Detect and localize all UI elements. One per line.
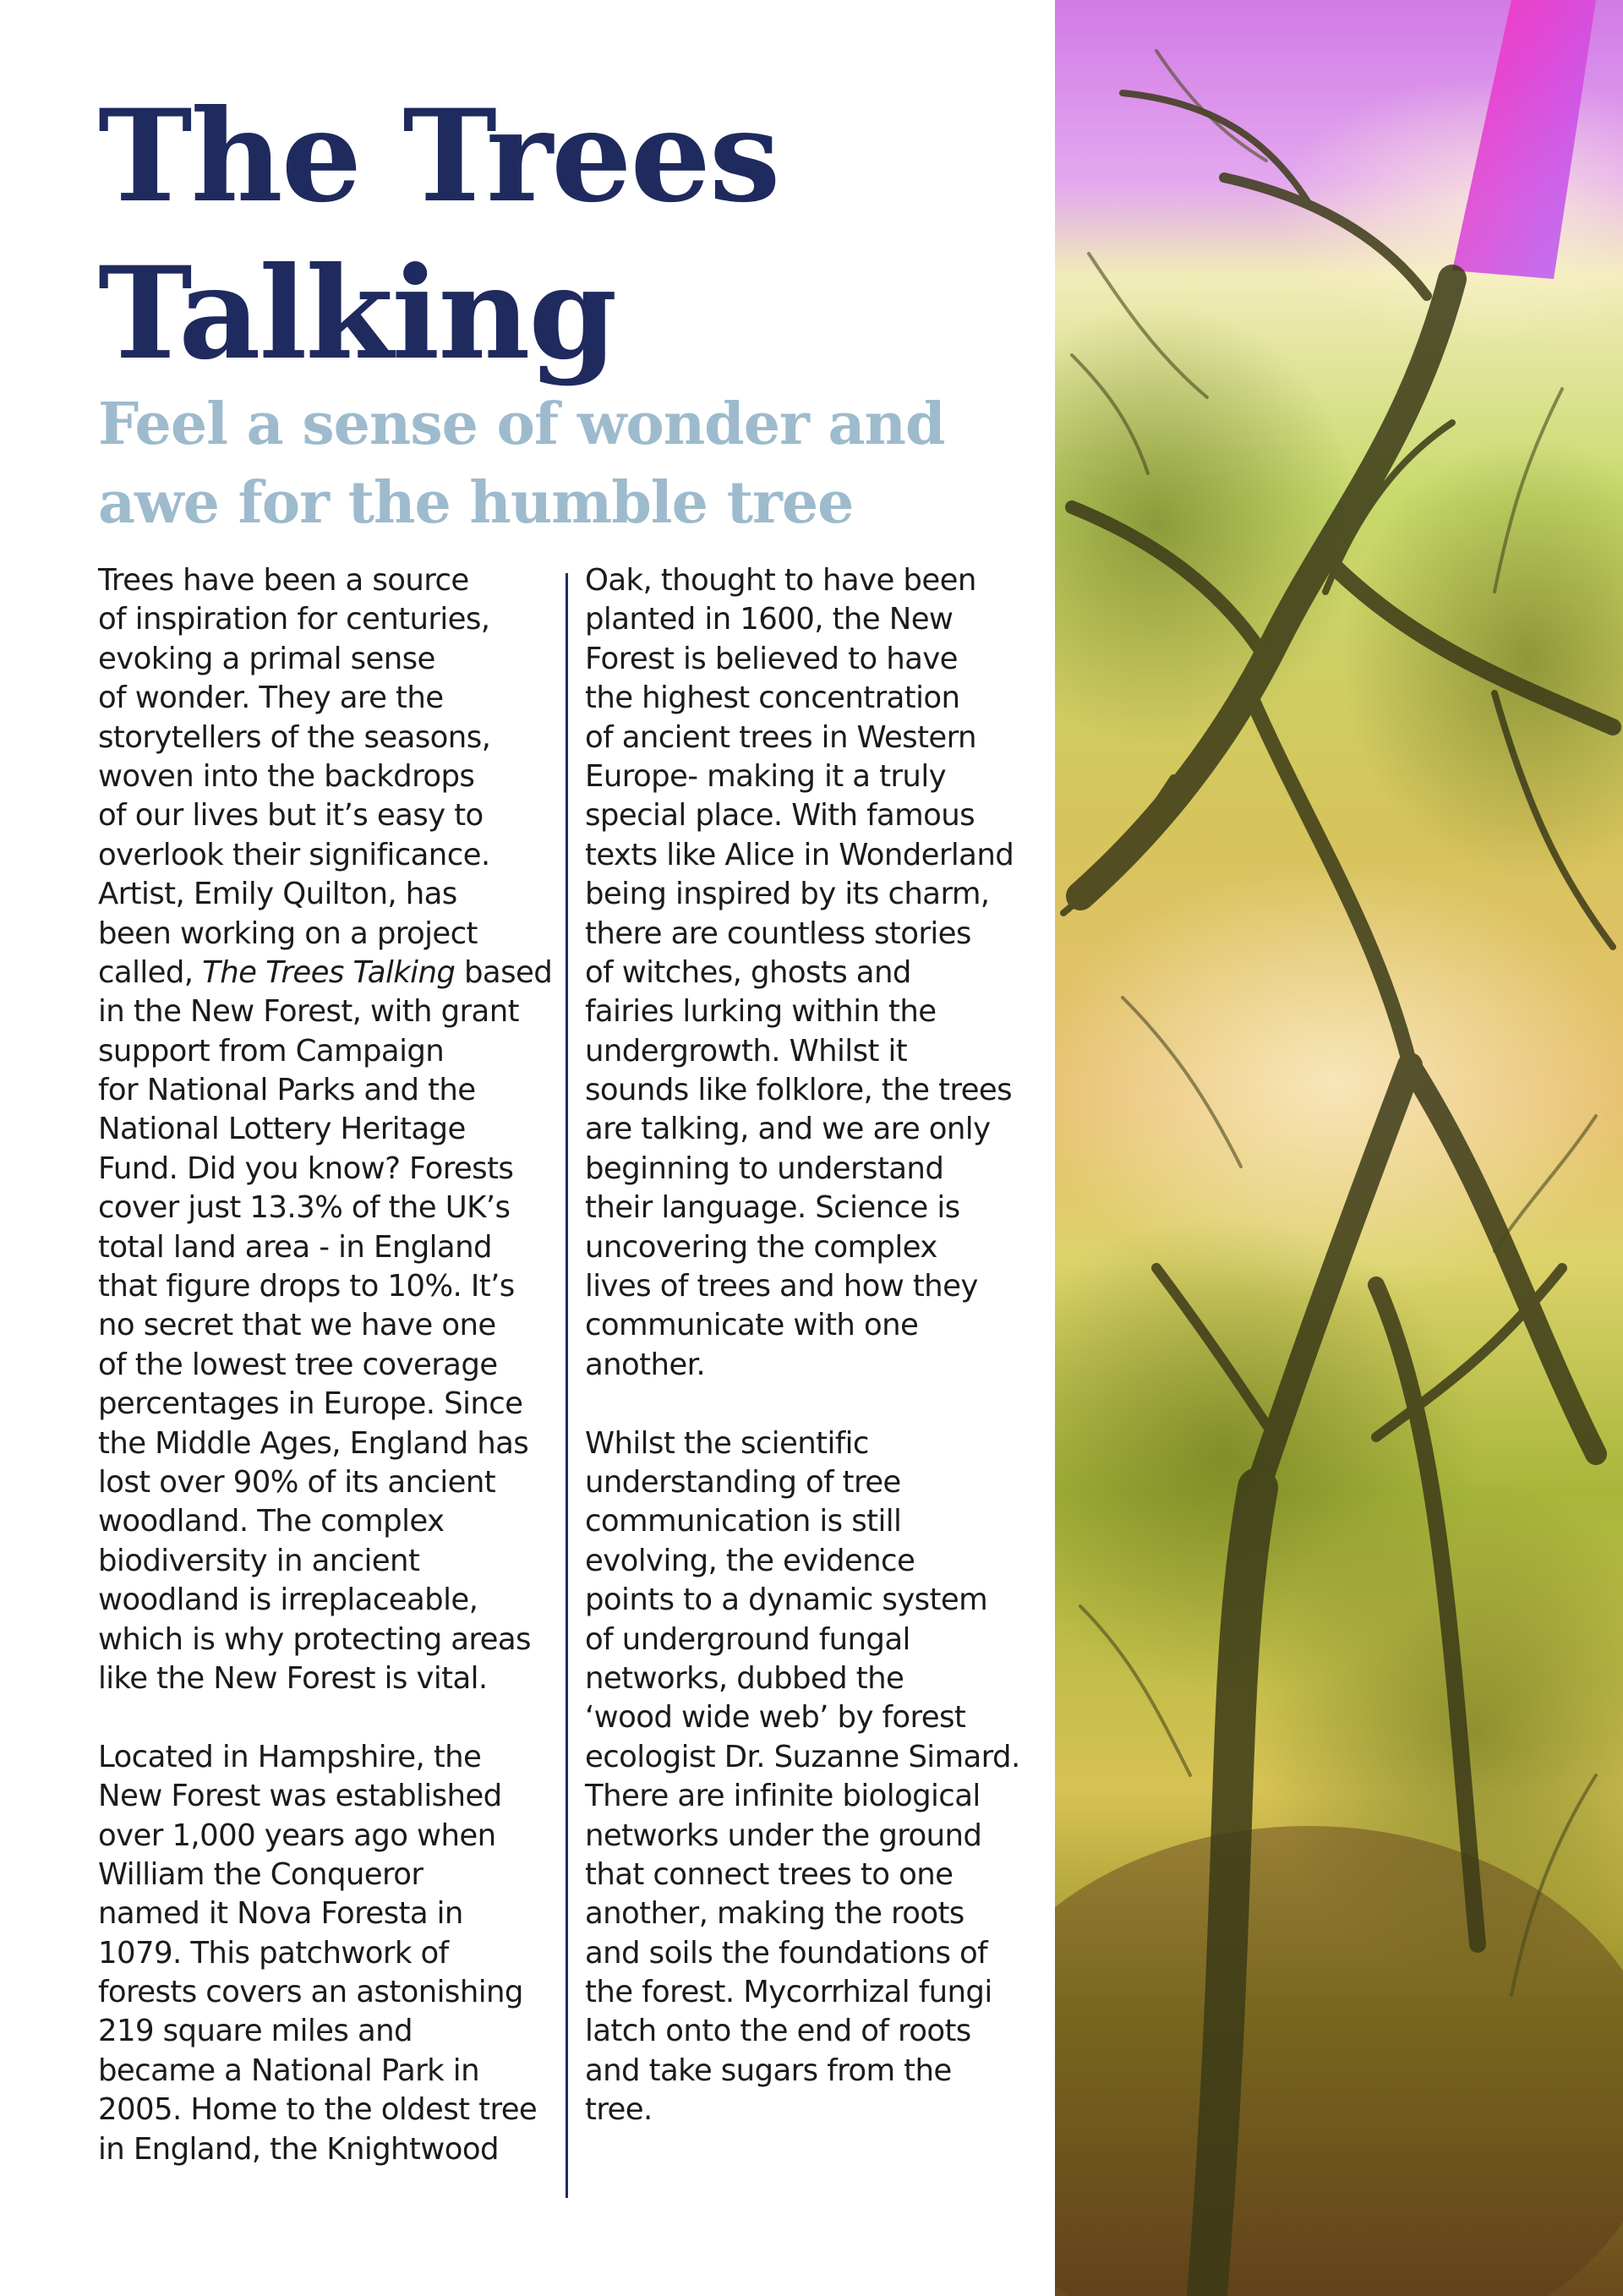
body-line: points to a dynamic system [585, 1583, 988, 1618]
body-line: of inspiration for centuries, [98, 602, 490, 637]
body-line: storytellers of the seasons, [98, 719, 491, 755]
body-line: became a National Park in [98, 2053, 479, 2088]
body-line: evolving, the evidence [585, 1543, 915, 1578]
body-line: woodland is irreplaceable, [98, 1583, 478, 1618]
body-line: that connect trees to one [585, 1856, 954, 1892]
body-line: fairies lurking within the [585, 994, 937, 1030]
body-line: are talking, and we are only [585, 1112, 991, 1147]
body-line: Forest is believed to have [585, 641, 958, 676]
body-line: New Forest was established [98, 1779, 502, 1814]
body-line: the forest. Mycorrhizal fungi [585, 1975, 992, 2010]
body-line: woven into the backdrops [98, 758, 475, 794]
body-line: networks under the ground [585, 1818, 982, 1853]
body-line: like the New Forest is vital. [98, 1660, 488, 1696]
body-line: and take sugars from the [585, 2053, 952, 2088]
body-line: Trees have been a source [98, 563, 469, 598]
body-line: overlook their significance. [98, 837, 490, 872]
body-line: networks, dubbed the [585, 1660, 904, 1696]
body-line: understanding of tree [585, 1464, 901, 1500]
body-line: the Middle Ages, England has [98, 1425, 529, 1461]
body-line: sounds like folklore, the trees [585, 1073, 1012, 1108]
body-line: total land area - in England [98, 1229, 492, 1265]
body-line: of wonder. They are the [98, 681, 444, 716]
body-line: 2005. Home to the oldest tree [98, 2092, 538, 2128]
tree-canopy-illustration [1055, 0, 1623, 2296]
project-title-italic: The Trees Talking [202, 954, 456, 990]
body-line: evoking a primal sense [98, 641, 435, 676]
body-line: communication is still [585, 1504, 902, 1539]
body-line: William the Conqueror [98, 1856, 424, 1892]
body-line: Oak, thought to have been [585, 563, 976, 598]
body-line: forests covers an astonishing [98, 1975, 523, 2010]
tree-canopy-photo [1055, 0, 1623, 2296]
body-line: that figure drops to 10%. It’s [98, 1269, 515, 1304]
subtitle-line-1: Feel a sense of wonder and [98, 391, 945, 458]
body-line: 219 square miles and [98, 2014, 413, 2049]
body-line: which is why protecting areas [98, 1621, 531, 1657]
body-line: cover just 13.3% of the UK’s [98, 1190, 511, 1226]
body-line: 1079. This patchwork of [98, 1935, 449, 1971]
body-line: beginning to understand [585, 1151, 944, 1186]
body-line: There are infinite biological [585, 1779, 981, 1814]
body-line: Artist, Emily Quilton, has [98, 877, 457, 912]
body-column-left [98, 561, 571, 2169]
body-line: of underground fungal [585, 1621, 910, 1657]
body-line: woodland. The complex [98, 1504, 445, 1539]
body-line: support from Campaign [98, 1033, 445, 1069]
body-line: special place. With famous [585, 798, 975, 834]
body-line: texts like Alice in Wonderland [585, 837, 1014, 872]
title-line-2: Talking [98, 239, 616, 388]
paragraph-gap [98, 1698, 571, 1737]
body-line: communicate with one [585, 1308, 919, 1343]
body-line: Located in Hampshire, the [98, 1739, 482, 1774]
subtitle-line-2: awe for the humble tree [98, 469, 854, 537]
body-line: over 1,000 years ago when [98, 1818, 496, 1853]
body-line: biodiversity in ancient [98, 1543, 420, 1578]
body-line: of witches, ghosts and [585, 954, 911, 990]
body-text: based [455, 954, 553, 990]
body-line-mixed [98, 954, 571, 992]
article-title [98, 78, 779, 392]
body-line: of the lowest tree coverage [98, 1347, 498, 1382]
body-line: for National Parks and the [98, 1073, 476, 1108]
body-line: their language. Science is [585, 1190, 960, 1226]
body-line: lost over 90% of its ancient [98, 1464, 496, 1500]
body-line: of ancient trees in Western [585, 719, 976, 755]
body-line: lives of trees and how they [585, 1269, 978, 1304]
body-line: undergrowth. Whilst it [585, 1033, 908, 1069]
body-line: tree. [585, 2092, 653, 2128]
body-line: another. [585, 1347, 706, 1382]
body-line: percentages in Europe. Since [98, 1386, 523, 1422]
body-column-right [585, 561, 1058, 2130]
body-line: ecologist Dr. Suzanne Simard. [585, 1739, 1020, 1774]
body-line: ‘wood wide web’ by forest [585, 1700, 966, 1736]
body-line: latch onto the end of roots [585, 2014, 971, 2049]
body-line: Fund. Did you know? Forests [98, 1151, 514, 1186]
body-text: called, [98, 954, 203, 990]
body-line: there are countless stories [585, 916, 971, 951]
title-line-1: The Trees [98, 82, 779, 231]
body-line: no secret that we have one [98, 1308, 496, 1343]
body-line: being inspired by its charm, [585, 877, 990, 912]
body-line: the highest concentration [585, 681, 960, 716]
paragraph-gap [585, 1385, 1058, 1424]
body-line: named it Nova Foresta in [98, 1896, 463, 1932]
body-line: Europe- making it a truly [585, 758, 946, 794]
body-line: National Lottery Heritage [98, 1112, 466, 1147]
body-line: another, making the roots [585, 1896, 965, 1932]
body-line: Whilst the scientific [585, 1425, 869, 1461]
body-line: in the New Forest, with grant [98, 994, 519, 1030]
article-subtitle [98, 385, 1028, 543]
column-divider [566, 573, 568, 2198]
body-line: been working on a project [98, 916, 478, 951]
body-line: of our lives but it’s easy to [98, 798, 484, 834]
body-line: uncovering the complex [585, 1229, 937, 1265]
body-line: planted in 1600, the New [585, 602, 954, 637]
body-line: in England, the Knightwood [98, 2131, 499, 2167]
body-line: and soils the foundations of [585, 1935, 988, 1971]
